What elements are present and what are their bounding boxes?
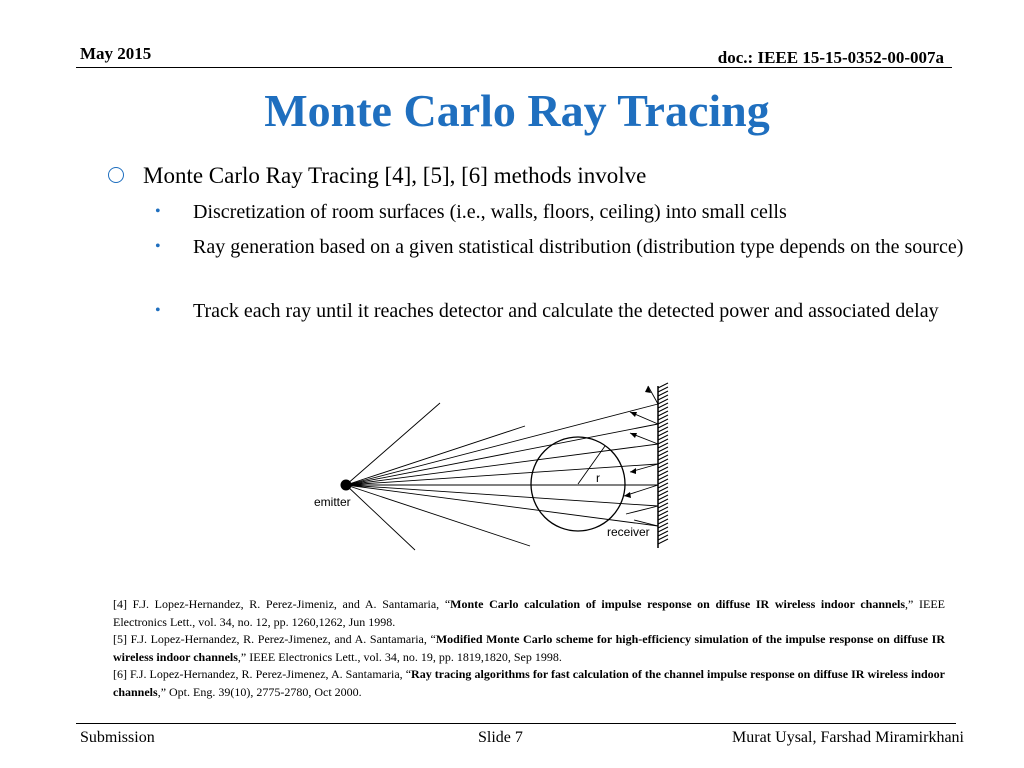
ref-title: Modified Monte Carlo scheme for high-efficiency simulation of the impulse response on diffuse IR wireless indoor channels [113,632,945,664]
emitter-label: emitter [314,495,351,509]
sub-bullet-text: Track each ray until it reaches detector and calculate the detected power and associated delay [193,300,939,322]
ref-authors: [6] F.J. Lopez-Hernandez, R. Perez-Jimenez, A. Santamaria, “ [113,667,412,681]
radius-label: r [596,471,600,485]
header-divider [76,67,952,68]
bullet-dot-icon: • [155,203,161,220]
sub-bullet-text: Discretization of room surfaces (i.e., walls, floors, ceiling) into small cells [193,201,787,223]
references [113,596,945,701]
ref-source: ,” IEEE Electronics Lett., vol. 34, no. 19, pp. 1819,1820, Sep 1998. [237,649,562,664]
ref-title: Monte Carlo calculation of impulse response on diffuse IR wireless indoor channels [450,597,906,611]
main-bullet-text: Monte Carlo Ray Tracing [4], [5], [6] methods involve [143,163,647,188]
slide-title: Monte Carlo Ray Tracing [264,85,770,136]
footer-submission: Submission [80,729,155,746]
reference-4 [113,596,945,631]
radius-line [578,446,605,484]
emitter-dot [341,480,352,491]
reflection-arrowheads [624,386,651,498]
sub-bullet-text: Ray generation based on a given statistical distribution (distribution type depends on the source) [193,236,964,258]
footer-authors: Murat Uysal, Farshad Miramirkhani [732,729,964,746]
ray-tracing-diagram [300,378,690,558]
ref-source: ,” Opt. Eng. 39(10), 2775-2780, Oct 2000. [157,684,362,699]
header-date: May 2015 [80,44,152,63]
receiver-wall [658,383,668,548]
ref-source: ,” IEEE Electronics Lett., vol. 34, no. 12, pp. 1260,1262, Jun 1998. [113,597,945,629]
bullet-dot-icon: • [155,302,161,319]
header-doc-id: doc.: IEEE 15-15-0352-00-007a [717,48,944,67]
bullet-dot-icon: • [155,238,161,255]
ref-authors: [4] F.J. Lopez-Hernandez, R. Perez-Jimeniz, and A. Santamaria, “ [113,597,451,611]
reference-6 [113,666,945,701]
ref-title: Ray tracing algorithms for fast calculation of the channel impulse response on diffuse IR wireless indoor channels [113,667,946,699]
footer-divider [76,723,956,724]
ref-authors: [5] F.J. Lopez-Hernandez, R. Perez-Jimenez, and A. Santamaria, “ [113,632,436,646]
receiver-label: receiver [607,525,650,539]
reference-5 [113,631,945,666]
hollow-circle-bullet-icon [108,167,124,183]
footer-slide-number: Slide 7 [478,729,523,746]
